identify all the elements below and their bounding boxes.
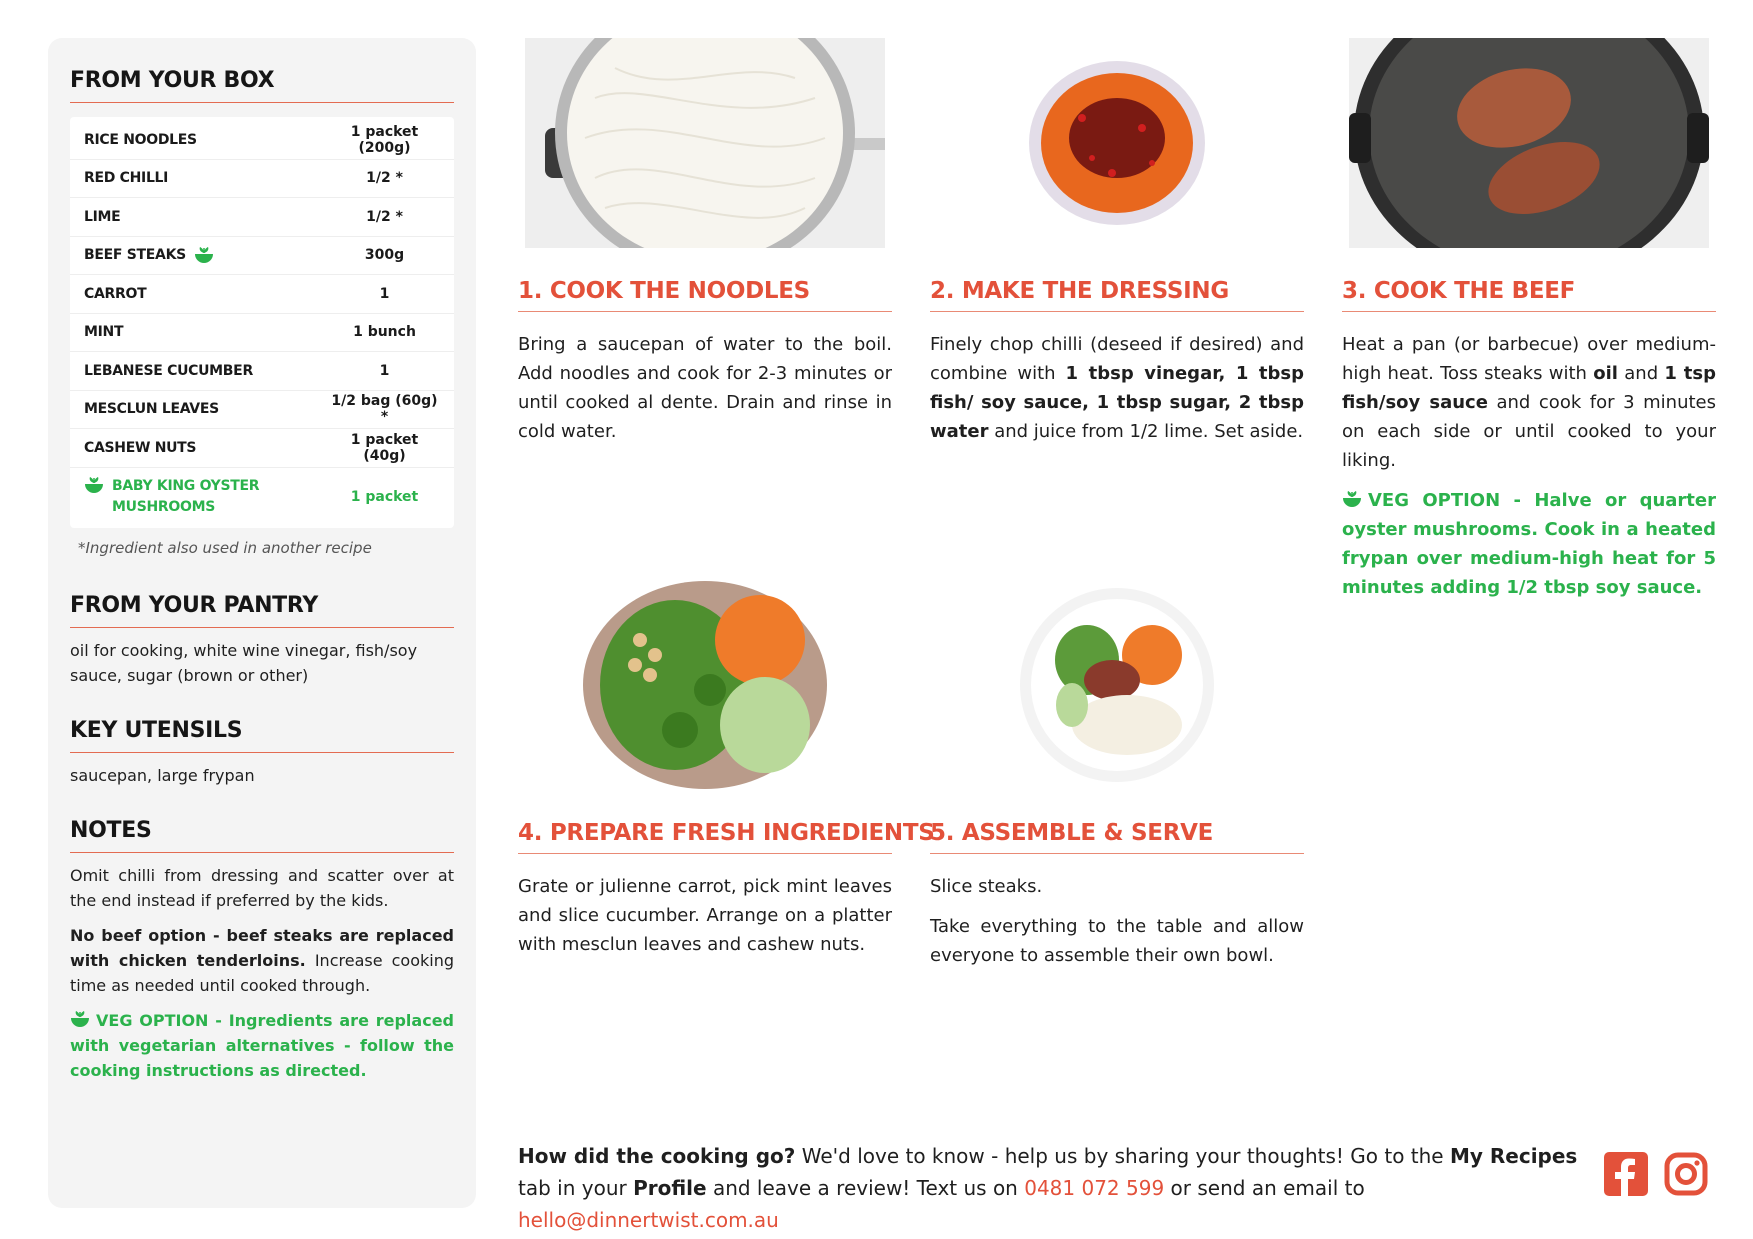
step-3-text — [1342, 330, 1716, 475]
step-1 — [518, 38, 892, 457]
veg-leaf-icon — [84, 476, 104, 494]
feedback-question: How did the cooking go? — [518, 1144, 796, 1168]
ingredient-table — [70, 117, 454, 528]
ingredient-qty: 1 bunch — [353, 324, 416, 341]
step-2-text-bold: 1 tbsp vinegar, 1 tbsp fish/ soy sauce, 1 tbsp sugar, 2 tbsp water — [930, 363, 1304, 442]
social-links — [1604, 1152, 1708, 1196]
ingredient-row — [70, 352, 454, 391]
fresh-platter-image — [518, 580, 892, 790]
step-3-veg-option — [1342, 486, 1716, 602]
veg-leaf-icon — [194, 246, 214, 264]
step-3-veg-text: VEG OPTION - Halve or quarter oyster mushrooms. Cook in a heated frypan over medium-high heat for 5 minutes adding 1/2 tbsp soy sauce. — [1342, 490, 1716, 598]
step-2-text-pre: Finely chop chilli (deseed if desired) and combine with — [930, 334, 1304, 384]
assembled-bowl-image — [930, 580, 1304, 790]
email-link[interactable]: hello@dinnertwist.com.au — [518, 1208, 779, 1232]
step-2-title: 2. MAKE THE DRESSING — [930, 278, 1304, 312]
ingredient-name: RICE NOODLES — [84, 131, 197, 148]
ingredient-row — [70, 160, 454, 199]
note-chilli: Omit chilli from dressing and scatter over at the end instead if preferred by the kids. — [70, 865, 454, 910]
veg-ingredient-line: BABY KING OYSTER — [112, 477, 260, 494]
ingredient-row — [70, 121, 454, 160]
veg-ingredient-line: MUSHROOMS — [112, 498, 215, 515]
step-4-title: 4. PREPARE FRESH INGREDIENTS — [518, 820, 892, 854]
feedback-text: or send an email to — [1164, 1176, 1365, 1200]
step-5-body — [930, 872, 1304, 970]
feedback-footer — [518, 1140, 1588, 1236]
step-2-body — [930, 330, 1304, 446]
profile-label: Profile — [633, 1176, 707, 1200]
notes-text — [70, 863, 454, 1083]
ingredient-qty: 1/2 * — [366, 170, 403, 187]
step-2-text-post: and juice from 1/2 lime. Set aside. — [988, 421, 1304, 442]
phone-link[interactable]: 0481 072 599 — [1024, 1176, 1165, 1200]
ingredient-qty: 1 — [379, 362, 390, 379]
utensils-text: saucepan, large frypan — [70, 765, 255, 785]
ingredient-row — [70, 314, 454, 353]
utensils-section — [70, 718, 454, 788]
ingredient-row — [70, 198, 454, 237]
ingredient-name: LIME — [84, 208, 121, 225]
step-5-text: Take everything to the table and allow everyone to assemble their own bowl. — [930, 916, 1304, 966]
feedback-text: and leave a review! Text us on — [706, 1176, 1025, 1200]
veg-leaf-icon — [1342, 490, 1362, 508]
ingredient-qty: 1 packet (200g) — [350, 123, 419, 156]
step-3-text-post: and cook for 3 minutes on each side or until cooked to your liking. — [1342, 392, 1716, 471]
ingredient-name: MINT — [84, 324, 124, 341]
pantry-text: oil for cooking, white wine vinegar, fish/soy sauce, sugar (brown or other) — [70, 640, 418, 685]
ingredient-qty: 1 packet — [350, 488, 419, 505]
ingredient-qty: 1/2 * — [366, 208, 403, 225]
ingredient-name — [84, 246, 329, 264]
beef-pan-image — [1342, 38, 1716, 248]
step-5-text: Slice steaks. — [930, 876, 1043, 897]
ingredient-row-veg — [70, 468, 454, 526]
ingredient-name: CARROT — [84, 285, 147, 302]
noodles-pot-image — [518, 38, 892, 248]
pantry-section — [70, 593, 454, 688]
step-2 — [930, 38, 1304, 457]
ingredient-row — [70, 429, 454, 468]
step-3-text-bold: oil — [1593, 363, 1618, 384]
veg-ingredient-name — [112, 476, 259, 518]
note-veg-option — [70, 1008, 454, 1083]
ingredient-row — [70, 275, 454, 314]
note-veg-text: VEG OPTION - Ingredients are replaced with vegetarian alternatives - follow the cooking instructions as directed. — [70, 1010, 454, 1080]
step-5 — [930, 580, 1304, 981]
step-1-body — [518, 330, 892, 446]
ingredient-qty: 1 packet (40g) — [350, 431, 419, 464]
feedback-text: tab in your — [518, 1176, 634, 1200]
ingredient-qty: 1 — [379, 285, 390, 302]
step-4-text: Grate or julienne carrot, pick mint leaves and slice cucumber. Arrange on a platter with mesclun leaves and cashew nuts. — [518, 876, 892, 955]
note-no-beef — [70, 923, 454, 998]
step-5-title: 5. ASSEMBLE & SERVE — [930, 820, 1304, 854]
ingredient-row — [70, 237, 454, 276]
step-3-text-pre: Heat a pan (or barbecue) over medium-high heat. Toss steaks with — [1342, 334, 1716, 384]
step-3-body — [1342, 330, 1716, 602]
note-no-beef-bold: No beef option - beef steaks are replaced with chicken tenderloins. — [70, 925, 454, 970]
ingredient-name: LEBANESE CUCUMBER — [84, 362, 253, 379]
step-3 — [1342, 38, 1716, 613]
ingredient-qty: 1/2 bag (60g) * — [331, 393, 438, 426]
ingredient-footnote: *Ingredient also used in another recipe — [78, 538, 372, 557]
ingredient-name: CASHEW NUTS — [84, 439, 197, 456]
step-1-text: Bring a saucepan of water to the boil. Add noodles and cook for 2-3 minutes or until cooked al dente. Drain and rinse in cold water. — [518, 334, 892, 442]
notes-heading: NOTES — [70, 818, 454, 853]
from-your-box-heading: FROM YOUR BOX — [70, 68, 454, 103]
step-4 — [518, 580, 935, 970]
utensils-heading: KEY UTENSILS — [70, 718, 454, 753]
ingredient-name: RED CHILLI — [84, 170, 169, 187]
ingredient-name: MESCLUN LEAVES — [84, 401, 219, 418]
ingredient-name-text: BEEF STEAKS — [84, 247, 186, 264]
feedback-text: We'd love to know - help us by sharing your thoughts! Go to the — [795, 1144, 1450, 1168]
pantry-heading: FROM YOUR PANTRY — [70, 593, 454, 628]
step-3-text-bold: 1 tsp fish/soy sauce — [1342, 363, 1716, 413]
step-4-body — [518, 872, 892, 959]
step-1-title: 1. COOK THE NOODLES — [518, 278, 892, 312]
step-2-text — [930, 330, 1304, 446]
facebook-icon[interactable] — [1604, 1152, 1648, 1196]
notes-section — [70, 818, 454, 1083]
veg-leaf-icon — [70, 1010, 90, 1028]
instagram-icon[interactable] — [1664, 1152, 1708, 1196]
ingredients-sidebar — [48, 38, 476, 1208]
ingredient-name — [84, 476, 329, 518]
dressing-bowl-image — [930, 38, 1304, 248]
note-no-beef-rest: Increase cooking time as needed until cooked through. — [70, 950, 455, 995]
ingredient-row — [70, 391, 454, 430]
step-3-title: 3. COOK THE BEEF — [1342, 278, 1716, 312]
my-recipes-label: My Recipes — [1449, 1144, 1578, 1168]
ingredient-qty: 300g — [364, 247, 405, 264]
step-3-text-mid: and — [1617, 363, 1665, 384]
